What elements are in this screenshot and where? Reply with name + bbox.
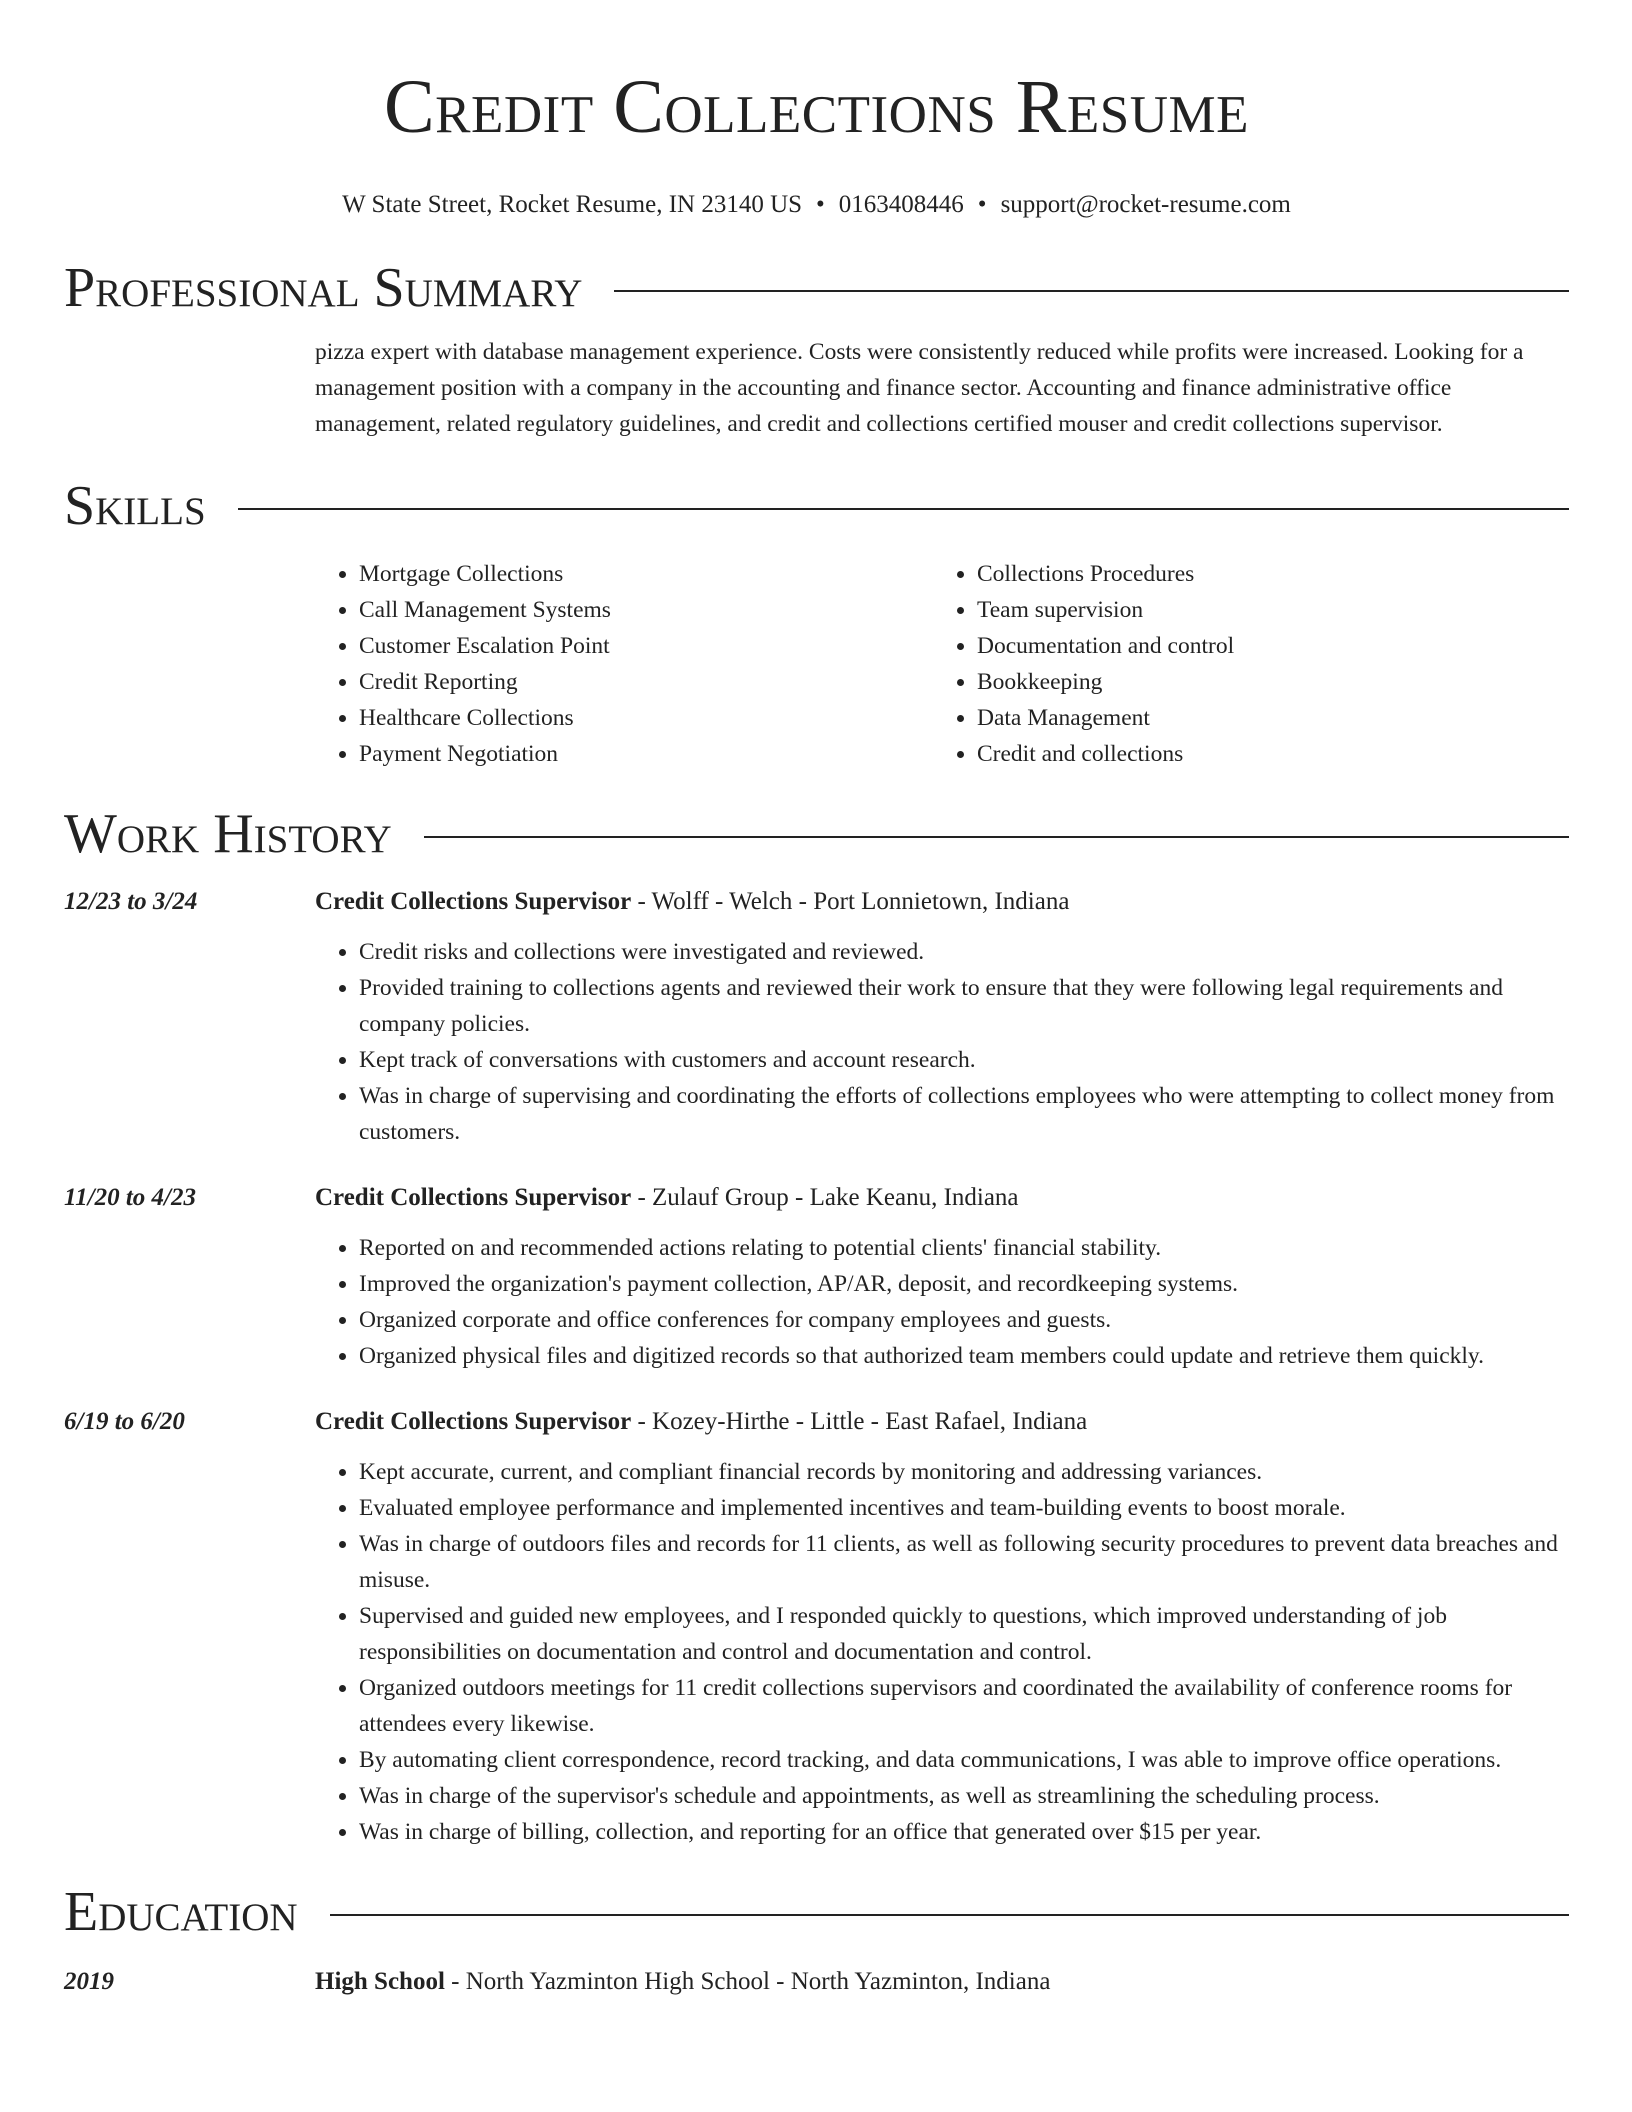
- skills-section-header: [64, 474, 1569, 538]
- skill-item: • Collections Procedures: [977, 556, 1551, 592]
- summary-heading: Professional Summary: [64, 257, 583, 319]
- skill-item: • Mortgage Collections: [359, 556, 933, 592]
- contact-email: support@rocket-resume.com: [1000, 191, 1291, 218]
- job-bullet: • Was in charge of billing, collection, and reporting for an office that generated over $15 per year.: [359, 1814, 1569, 1850]
- skill-item: • Documentation and control: [977, 628, 1551, 664]
- skill-item: • Team supervision: [977, 592, 1551, 628]
- job-position: [315, 884, 1069, 920]
- skills-heading: Skills: [64, 475, 206, 537]
- skill-item: • Payment Negotiation: [359, 736, 933, 772]
- education-details: [315, 1964, 1050, 2000]
- job-header: [64, 1404, 1569, 1440]
- skill-item: • Bookkeeping: [977, 664, 1551, 700]
- section-divider: [424, 836, 1569, 838]
- job-bullets: [315, 1230, 1569, 1374]
- skill-item: • Call Management Systems: [359, 592, 933, 628]
- job-company: - Zulauf Group - Lake Keanu, Indiana: [631, 1184, 1019, 1211]
- education-degree: High School: [315, 1968, 445, 1995]
- job-bullets: [315, 934, 1569, 1150]
- job-dates: 6/19 to 6/20: [64, 1408, 185, 1435]
- skill-item: • Data Management: [977, 700, 1551, 736]
- job-bullet: • Was in charge of supervising and coordinating the efforts of collections employees who were attempting to collect money from customers.: [359, 1078, 1569, 1150]
- summary-section-header: [64, 256, 1569, 320]
- job-title: Credit Collections Supervisor: [315, 888, 632, 915]
- job-bullet: • Credit risks and collections were investigated and reviewed.: [359, 934, 1569, 970]
- job-bullet: • By automating client correspondence, record tracking, and data communications, I was able to improve office operations.: [359, 1742, 1569, 1778]
- skill-item: • Healthcare Collections: [359, 700, 933, 736]
- job-header: [64, 884, 1569, 920]
- job-bullet: • Reported on and recommended actions relating to potential clients' financial stability.: [359, 1230, 1569, 1266]
- job-title: Credit Collections Supervisor: [315, 1408, 632, 1435]
- job-title: Credit Collections Supervisor: [315, 1184, 632, 1211]
- job-bullet: • Was in charge of the supervisor's schedule and appointments, as well as streamlining the scheduling process.: [359, 1778, 1569, 1814]
- job-bullet: • Provided training to collections agents and reviewed their work to ensure that they were following legal requirements and company policies.: [359, 970, 1569, 1042]
- contact-line: [64, 190, 1569, 220]
- job-bullets: [315, 1454, 1569, 1850]
- section-divider: [614, 290, 1569, 292]
- contact-separator: •: [977, 191, 987, 218]
- job-company: - Kozey-Hirthe - Little - East Rafael, Indiana: [631, 1408, 1088, 1435]
- skills-column-left: [315, 556, 933, 772]
- job-bullet: • Kept accurate, current, and compliant financial records by monitoring and addressing variances.: [359, 1454, 1569, 1490]
- job-dates: 11/20 to 4/23: [64, 1184, 196, 1211]
- summary-text: pizza expert with database management experience. Costs were consistently reduced while profits were increased. Looking for a management position with a company in the accounting and finance sector. Accounting and finance administrative office management, related regulatory guidelines, and credit and collections certified mouser and credit collections supervisor.: [315, 339, 1524, 437]
- job-position: [315, 1404, 1087, 1440]
- job-dates: 12/23 to 3/24: [64, 888, 198, 915]
- education-year: 2019: [64, 1968, 114, 1995]
- work-section-header: [64, 802, 1569, 866]
- education-section-header: [64, 1880, 1569, 1944]
- skill-item: • Customer Escalation Point: [359, 628, 933, 664]
- section-divider: [330, 1914, 1569, 1916]
- education-heading: Education: [64, 1881, 298, 1943]
- job-bullet: • Improved the organization's payment collection, AP/AR, deposit, and recordkeeping systems.: [359, 1266, 1569, 1302]
- job-bullet: • Organized corporate and office conferences for company employees and guests.: [359, 1302, 1569, 1338]
- job-bullet: • Was in charge of outdoors files and records for 11 clients, as well as following security procedures to prevent data breaches and misuse.: [359, 1526, 1569, 1598]
- education-school: - North Yazminton High School - North Yazminton, Indiana: [444, 1968, 1051, 1995]
- contact-separator: •: [816, 191, 825, 218]
- job-bullet: • Organized outdoors meetings for 11 credit collections supervisors and coordinated the availability of conference rooms for attendees every likewise.: [359, 1670, 1569, 1742]
- job-position: [315, 1180, 1019, 1216]
- skill-item: • Credit Reporting: [359, 664, 933, 700]
- job-header: [64, 1180, 1569, 1216]
- job-company: - Wolff - Welch - Port Lonnietown, Indiana: [631, 888, 1070, 915]
- document-title: Credit Collections Resume: [383, 65, 1250, 149]
- contact-address: W State Street, Rocket Resume, IN 23140 US: [342, 191, 803, 218]
- contact-phone: 0163408446: [838, 191, 964, 218]
- education-entry: [64, 1964, 1569, 2000]
- skill-item: • Credit and collections: [977, 736, 1551, 772]
- job-bullet: • Supervised and guided new employees, and I responded quickly to questions, which improved understanding of job responsibilities on documentation and control and documentation and control.: [359, 1598, 1569, 1670]
- job-bullet: • Kept track of conversations with customers and account research.: [359, 1042, 1569, 1078]
- job-bullet: • Evaluated employee performance and implemented incentives and team-building events to boost morale.: [359, 1490, 1569, 1526]
- skills-column-right: [933, 556, 1551, 772]
- work-heading: Work History: [64, 803, 392, 865]
- skills-list: [315, 556, 1569, 772]
- section-divider: [238, 508, 1569, 510]
- job-bullet: • Organized physical files and digitized records so that authorized team members could update and retrieve them quickly.: [359, 1338, 1569, 1374]
